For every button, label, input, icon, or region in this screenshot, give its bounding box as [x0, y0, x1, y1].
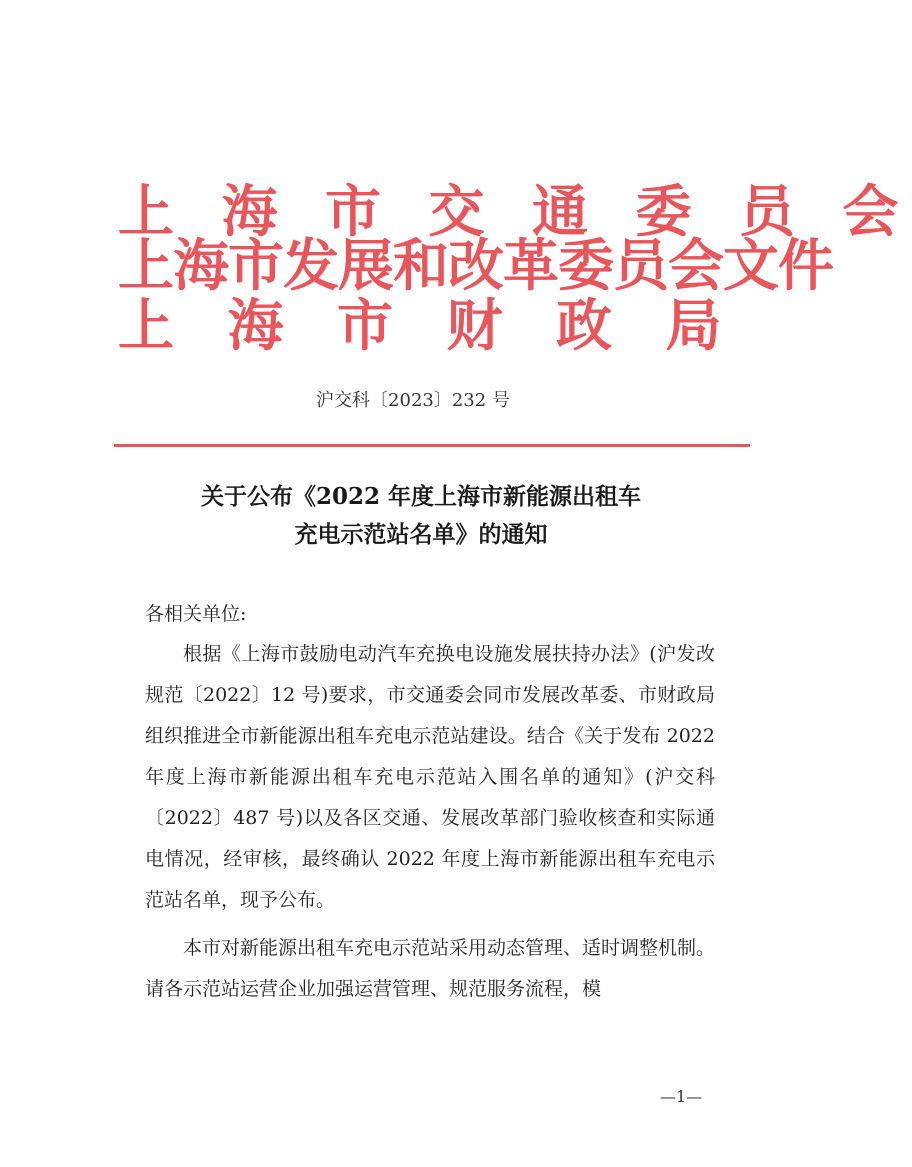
letterhead-line-2: 上海市发展和改革委员会 — [118, 234, 723, 299]
letterhead-wenjian: 文件 — [723, 234, 833, 299]
salutation: 各相关单位: — [145, 603, 247, 625]
document-title-line-1: 关于公布《2022 年度上海市新能源出租车 — [200, 483, 642, 510]
body-paragraph-1: 根据《上海市鼓励电动汽车充换电设施发展扶持办法》(沪发改规范〔2022〕12 号)要求，市交通委会同市发展改革委、市财政局组织推进全市新能源出租车充电示范站建设。结合《关于发布 2022 年度上海市新能源出租车充电示范站入围名单的通知》(沪交科〔2022〕487 号)以及各区交通、发展改革部门验收核查和实际通电情况，经审核，最终确认 2022 年度上海市新能源出租车充电示范站名单，现予公布。 — [145, 643, 715, 911]
red-divider — [114, 444, 750, 447]
letterhead-issuer-development — [118, 234, 833, 300]
letterhead-line-1: 上 海 市 交 通 委 员 会 — [118, 180, 912, 245]
document-title-line-2: 充电示范站名单》的通知 — [294, 521, 548, 548]
body-paragraph-2: 本市对新能源出租车充电示范站采用动态管理、适时调整机制。请各示范站运营企业加强运营管理、规范服务流程，模 — [145, 937, 716, 1000]
document-number: 沪交科〔2023〕232 号 — [316, 390, 510, 411]
letterhead-line-3: 上 海 市 财 政 局 — [118, 294, 739, 359]
page-number: —1— — [660, 1087, 703, 1106]
letterhead-issuer-finance — [118, 294, 738, 360]
